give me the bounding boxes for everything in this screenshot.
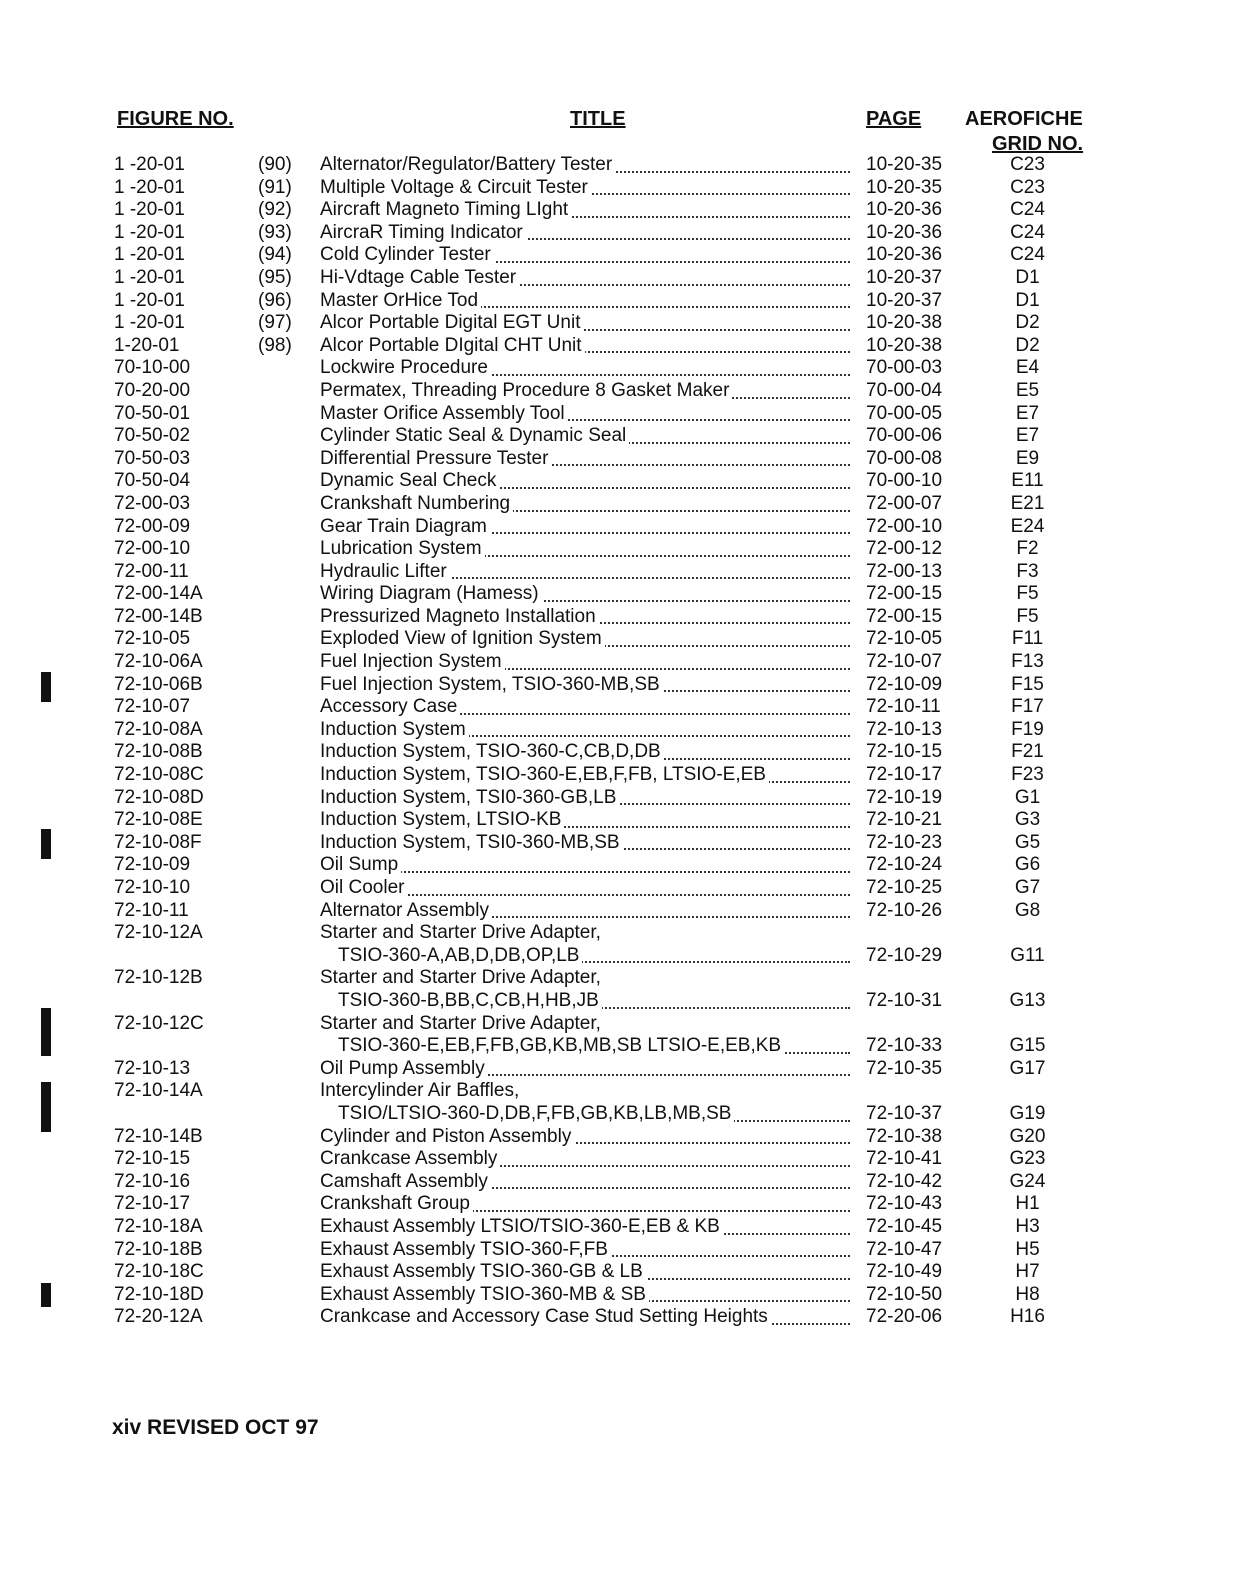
- table-row: [0, 1126, 1233, 1149]
- figure-title: Master Orifice Assembly Tool: [320, 403, 850, 426]
- page-number: 72-10-05: [866, 628, 943, 650]
- figure-title: Gear Train Diagram: [320, 516, 850, 539]
- figure-number: 72-00-14B: [114, 605, 203, 627]
- aerofiche-heading: AEROFICHE: [965, 108, 1083, 130]
- figure-number: 72-10-12C: [114, 1012, 204, 1034]
- figure-number: 72-10-08F: [114, 831, 202, 853]
- page-number: 72-10-47: [866, 1238, 943, 1260]
- figure-title: Alcor Portable Digital EGT Unit: [320, 312, 850, 335]
- page-number: 72-10-25: [866, 877, 943, 898]
- figure-number: 72-00-09: [114, 515, 191, 537]
- figure-number: 70-20-00: [114, 379, 191, 401]
- aerofiche-grid: F19: [1011, 718, 1044, 740]
- page-number: 10-20-36: [866, 199, 943, 221]
- page-number: 10-20-38: [866, 312, 943, 334]
- figure-number: 70-10-00: [114, 357, 191, 379]
- figure-title: Induction System, TSI0-360-GB,LB: [320, 787, 850, 810]
- table-row: [0, 1193, 1233, 1216]
- aerofiche-grid: F5: [1016, 605, 1039, 627]
- page-number: 72-10-41: [866, 1148, 943, 1170]
- table-row: [0, 516, 1233, 539]
- aerofiche-grid: H16: [1010, 1306, 1045, 1328]
- page-number: 10-20-36: [866, 244, 943, 266]
- table-row: [0, 651, 1233, 674]
- table-row: [0, 809, 1233, 832]
- revision-bar: [41, 1283, 51, 1307]
- figure-number: 1 -20-01: [114, 154, 185, 175]
- aerofiche-grid: E24: [1010, 515, 1045, 537]
- table-row: [0, 1080, 1233, 1125]
- table-header: [0, 108, 1233, 154]
- item-number: (96): [258, 289, 292, 311]
- page-number: 72-00-10: [866, 515, 943, 537]
- page-number: 72-00-15: [866, 605, 943, 627]
- table-row: [0, 1306, 1233, 1329]
- aerofiche-grid: H1: [1015, 1193, 1040, 1215]
- page-number: 72-10-45: [866, 1215, 943, 1237]
- figure-number: 72-10-08C: [114, 764, 204, 786]
- figure-title: Starter and Starter Drive Adapter,: [320, 922, 850, 945]
- aerofiche-grid: D2: [1015, 334, 1040, 356]
- item-number: (97): [258, 312, 292, 334]
- aerofiche-grid: G5: [1014, 831, 1041, 853]
- figure-title: Oil Pump Assembly: [320, 1058, 850, 1081]
- figure-title: Hi-Vdtage Cable Tester: [320, 267, 850, 290]
- table-row: [0, 1239, 1233, 1262]
- figure-number: 1 -20-01: [114, 221, 185, 243]
- revision-bar: [41, 672, 51, 702]
- aerofiche-grid: G7: [1014, 877, 1041, 898]
- table-row: [0, 922, 1233, 967]
- figure-number: 72-10-16: [114, 1170, 191, 1192]
- item-number: (93): [258, 221, 292, 243]
- figure-no-heading: FIGURE NO.: [117, 108, 234, 130]
- table-row: [0, 628, 1233, 651]
- table-row: [0, 1058, 1233, 1081]
- aerofiche-grid: H8: [1015, 1283, 1040, 1305]
- page-number: 10-20-36: [866, 221, 943, 243]
- item-number: (95): [258, 266, 292, 288]
- page-number: 70-00-03: [866, 357, 943, 379]
- aerofiche-grid: G15: [1009, 1035, 1046, 1057]
- table-row: [0, 1284, 1233, 1307]
- figure-title: Induction System, TSIO-360-C,CB,D,DB: [320, 741, 850, 764]
- figure-number: 72-00-14A: [114, 583, 203, 605]
- table-row: [0, 425, 1233, 448]
- aerofiche-grid: G11: [1010, 944, 1045, 966]
- table-row: [0, 583, 1233, 606]
- figure-number: 72-20-12A: [114, 1306, 203, 1328]
- title-heading: TITLE: [570, 108, 626, 130]
- table-row: [0, 312, 1233, 335]
- figure-number: 72-10-13: [114, 1057, 191, 1079]
- figure-number: 72-10-12B: [114, 967, 203, 989]
- figure-number: 72-10-08A: [114, 718, 203, 740]
- figure-number: 72-10-14B: [114, 1125, 203, 1147]
- page-number: 72-10-49: [866, 1261, 943, 1283]
- figure-number: 72-10-18B: [114, 1238, 203, 1260]
- table-row: [0, 154, 1233, 177]
- aerofiche-grid: F21: [1011, 741, 1044, 763]
- page-number: 72-10-38: [866, 1125, 943, 1147]
- page-number: 10-20-37: [866, 289, 943, 311]
- figure-title: Pressurized Magneto Installation: [320, 606, 850, 629]
- figure-number: 72-10-12A: [114, 922, 203, 944]
- figure-title: Alternator/Regulator/Battery Tester: [320, 154, 850, 177]
- figure-title: AircraR Timing Indicator: [320, 222, 850, 245]
- aerofiche-grid: E11: [1011, 470, 1044, 492]
- table-row: [0, 1216, 1233, 1239]
- aerofiche-grid: F23: [1011, 764, 1044, 786]
- figure-number: 70-50-03: [114, 447, 191, 469]
- table-row: [0, 290, 1233, 313]
- page-number: 72-20-06: [866, 1306, 943, 1328]
- table-row: [0, 787, 1233, 810]
- figure-title: Alternator Assembly: [320, 900, 850, 923]
- page-number: 72-00-07: [866, 492, 943, 514]
- table-row: [0, 244, 1233, 267]
- table-row: [0, 1148, 1233, 1171]
- page-number: 70-00-06: [866, 425, 943, 447]
- table-row: [0, 674, 1233, 697]
- figure-number: 70-50-04: [114, 470, 191, 492]
- table-row: [0, 357, 1233, 380]
- figure-number: 1 -20-01: [114, 244, 185, 266]
- figure-number: 72-10-15: [114, 1148, 191, 1170]
- aerofiche-grid: G3: [1014, 809, 1041, 831]
- page-number: 72-10-33: [866, 1035, 943, 1057]
- revision-bar: [41, 1008, 51, 1056]
- figure-title: Camshaft Assembly: [320, 1171, 850, 1194]
- figure-title: Lockwire Procedure: [320, 357, 850, 380]
- aerofiche-grid: E7: [1015, 402, 1040, 424]
- figure-title: Oil Sump: [320, 854, 850, 877]
- page-heading: PAGE: [866, 108, 922, 130]
- page-number: 10-20-35: [866, 154, 943, 175]
- table-row: [0, 561, 1233, 584]
- figure-number: 70-50-02: [114, 425, 191, 447]
- figure-title: Alcor Portable DIgital CHT Unit: [320, 335, 850, 358]
- aerofiche-grid: D2: [1015, 312, 1040, 334]
- table-row: [0, 967, 1233, 1012]
- figure-title: Oil Cooler: [320, 877, 850, 900]
- aerofiche-grid: G20: [1009, 1125, 1046, 1147]
- aerofiche-grid: G1: [1014, 786, 1041, 808]
- figure-title: Crankshaft Group: [320, 1193, 850, 1216]
- figure-title: Induction System, TSI0-360-MB,SB: [320, 832, 850, 855]
- table-row: [0, 448, 1233, 471]
- table-row: [0, 403, 1233, 426]
- figure-title: Aircraft Magneto Timing LIght: [320, 199, 850, 222]
- revision-bar: [41, 829, 51, 859]
- figure-title: Differential Pressure Tester: [320, 448, 850, 471]
- table-row: [0, 267, 1233, 290]
- aerofiche-grid: E7: [1015, 425, 1040, 447]
- figure-title: Starter and Starter Drive Adapter,: [320, 967, 850, 990]
- aerofiche-grid: H7: [1015, 1261, 1040, 1283]
- aerofiche-grid: D1: [1015, 289, 1040, 311]
- table-row: [0, 335, 1233, 358]
- figure-title-continued: TSIO-360-A,AB,D,DB,OP,LB: [338, 945, 850, 968]
- table-row: [0, 1013, 1233, 1058]
- figure-title: Lubrication System: [320, 538, 850, 561]
- table-row: [0, 696, 1233, 719]
- figure-title: Exhaust Assembly TSIO-360-GB & LB: [320, 1261, 850, 1284]
- aerofiche-grid: G17: [1009, 1057, 1046, 1079]
- figure-title: Wiring Diagram (Hamess): [320, 583, 850, 606]
- table-row: [0, 1171, 1233, 1194]
- table-row: [0, 470, 1233, 493]
- figure-title: Crankshaft Numbering: [320, 493, 850, 516]
- figure-title: Fuel Injection System: [320, 651, 850, 674]
- aerofiche-grid: C23: [1010, 154, 1045, 175]
- figure-title: Cylinder and Piston Assembly: [320, 1126, 850, 1149]
- table-row: [0, 222, 1233, 245]
- aerofiche-grid: F13: [1011, 651, 1044, 673]
- figure-number: 72-10-05: [114, 628, 191, 650]
- page-number: 72-10-17: [866, 764, 943, 786]
- figure-title-continued: TSIO-360-E,EB,F,FB,GB,KB,MB,SB LTSIO-E,EB,KB: [338, 1035, 850, 1058]
- page-number: 72-10-31: [866, 989, 943, 1011]
- page-footer: xiv REVISED OCT 97: [112, 1416, 319, 1439]
- page-number: 72-10-42: [866, 1170, 943, 1192]
- page-number: 72-10-21: [866, 809, 943, 831]
- figure-number: 70-50-01: [114, 402, 191, 424]
- figure-title: Intercylinder Air Baffles,: [320, 1080, 850, 1103]
- figure-number: 72-10-06A: [114, 651, 203, 673]
- aerofiche-grid: H3: [1015, 1215, 1040, 1237]
- table-row: [0, 877, 1233, 900]
- figure-number: 72-10-14A: [114, 1080, 203, 1102]
- aerofiche-grid: G19: [1009, 1102, 1046, 1124]
- page-number: 72-10-15: [866, 741, 943, 763]
- figure-number: 1 -20-01: [114, 199, 185, 221]
- page-number: 72-00-15: [866, 583, 943, 605]
- table-row: [0, 380, 1233, 403]
- aerofiche-grid: F5: [1016, 583, 1039, 605]
- figure-title: Accessory Case: [320, 696, 850, 719]
- figure-number: 72-10-18A: [114, 1215, 203, 1237]
- revision-bar: [41, 1082, 51, 1132]
- page-number: 72-10-35: [866, 1057, 943, 1079]
- grid-no-heading: GRID NO.: [992, 133, 1084, 155]
- figure-number: 1-20-01: [114, 334, 180, 356]
- aerofiche-grid: F17: [1011, 696, 1044, 718]
- page-number: 72-10-11: [866, 696, 941, 718]
- figure-title: Induction System, LTSIO-KB: [320, 809, 850, 832]
- page-number: 72-10-13: [866, 718, 943, 740]
- page-number: 72-10-43: [866, 1193, 943, 1215]
- table-row: [0, 832, 1233, 855]
- aerofiche-grid: G6: [1014, 854, 1041, 876]
- figure-title: Exploded View of Ignition System: [320, 628, 850, 651]
- figure-number: 72-10-17: [114, 1193, 191, 1215]
- aerofiche-grid: C24: [1010, 199, 1045, 221]
- table-row: [0, 538, 1233, 561]
- page-number: 70-00-10: [866, 470, 943, 492]
- item-number: (94): [258, 244, 292, 266]
- table-row: [0, 199, 1233, 222]
- figure-title: Permatex, Threading Procedure 8 Gasket Maker: [320, 380, 850, 403]
- figure-number: 72-10-08D: [114, 786, 204, 808]
- table-row: [0, 493, 1233, 516]
- item-number: (92): [258, 199, 292, 221]
- page-number: 70-00-08: [866, 447, 943, 469]
- figure-number: 72-10-11: [114, 899, 189, 921]
- figure-number: 1 -20-01: [114, 266, 185, 288]
- figure-number: 72-10-09: [114, 854, 191, 876]
- aerofiche-grid: F11: [1011, 628, 1044, 650]
- page-number: 72-00-12: [866, 538, 943, 560]
- aerofiche-grid: F15: [1011, 673, 1044, 695]
- figure-title-continued: TSIO/LTSIO-360-D,DB,F,FB,GB,KB,LB,MB,SB: [338, 1103, 850, 1126]
- table-row: [0, 606, 1233, 629]
- figure-title: Exhaust Assembly LTSIO/TSIO-360-E,EB & KB: [320, 1216, 850, 1239]
- figure-title: Cold Cylinder Tester: [320, 244, 850, 267]
- figure-number: 72-10-08E: [114, 809, 203, 831]
- aerofiche-grid: C24: [1010, 244, 1045, 266]
- aerofiche-grid: H5: [1015, 1238, 1040, 1260]
- aerofiche-grid: E4: [1015, 357, 1040, 379]
- aerofiche-grid: G23: [1009, 1148, 1046, 1170]
- aerofiche-grid: G8: [1014, 899, 1041, 921]
- table-row: [0, 177, 1233, 200]
- item-number: (98): [258, 334, 292, 356]
- aerofiche-grid: E5: [1015, 379, 1040, 401]
- figure-list: [0, 154, 1233, 1329]
- figure-number: 1 -20-01: [114, 289, 185, 311]
- aerofiche-grid: C24: [1010, 221, 1045, 243]
- page-number: 72-10-24: [866, 854, 943, 876]
- table-row: [0, 900, 1233, 923]
- figure-title: Dynamic Seal Check: [320, 470, 850, 493]
- aerofiche-grid: G13: [1009, 989, 1046, 1011]
- aerofiche-grid: F2: [1016, 538, 1039, 560]
- figure-title: Induction System, TSIO-360-E,EB,F,FB, LTSIO-E,EB: [320, 764, 850, 787]
- page-number: 72-10-37: [866, 1102, 943, 1124]
- figure-number: 72-10-18C: [114, 1261, 204, 1283]
- aerofiche-grid: G24: [1009, 1170, 1046, 1192]
- figure-title: Multiple Voltage & Circuit Tester: [320, 177, 850, 200]
- figure-title: Crankcase Assembly: [320, 1148, 850, 1171]
- figure-number: 72-10-18D: [114, 1283, 204, 1305]
- figure-number: 72-00-10: [114, 538, 191, 560]
- page-number: 72-10-50: [866, 1283, 943, 1305]
- item-number: (91): [258, 176, 292, 198]
- page-number: 70-00-05: [866, 402, 943, 424]
- page-number: 72-00-13: [866, 560, 943, 582]
- figure-title: Exhaust Assembly TSIO-360-F,FB: [320, 1239, 850, 1262]
- page-number: 72-10-26: [866, 899, 943, 921]
- figure-number: 72-10-07: [114, 696, 191, 718]
- figure-number: 72-10-06B: [114, 673, 203, 695]
- page-number: 72-10-29: [866, 944, 943, 966]
- figure-title: Master OrHice Tod: [320, 290, 850, 313]
- figure-title: Cylinder Static Seal & Dynamic Seal: [320, 425, 850, 448]
- figure-title: Starter and Starter Drive Adapter,: [320, 1013, 850, 1036]
- figure-title: Crankcase and Accessory Case Stud Setting Heights: [320, 1306, 850, 1329]
- table-row: [0, 764, 1233, 787]
- figure-title: Fuel Injection System, TSIO-360-MB,SB: [320, 674, 850, 697]
- page-number: 72-10-23: [866, 831, 943, 853]
- page-number: 10-20-37: [866, 266, 943, 288]
- aerofiche-grid: C23: [1010, 176, 1045, 198]
- table-row: [0, 741, 1233, 764]
- page-number: 72-10-09: [866, 673, 943, 695]
- table-row: [0, 1261, 1233, 1284]
- page-number: 72-10-19: [866, 786, 943, 808]
- page-number: 10-20-35: [866, 176, 943, 198]
- figure-title: Exhaust Assembly TSIO-360-MB & SB: [320, 1284, 850, 1307]
- figure-number: 72-00-11: [114, 560, 189, 582]
- aerofiche-grid: E21: [1010, 492, 1045, 514]
- figure-number: 1 -20-01: [114, 312, 185, 334]
- figure-number: 72-00-03: [114, 492, 191, 514]
- aerofiche-grid: D1: [1015, 266, 1040, 288]
- page-number: 72-10-07: [866, 651, 943, 673]
- figure-number: 1 -20-01: [114, 176, 185, 198]
- item-number: (90): [258, 154, 292, 175]
- table-row: [0, 719, 1233, 742]
- figure-title: Induction System: [320, 719, 850, 742]
- aerofiche-grid: F3: [1016, 560, 1039, 582]
- figure-title-continued: TSIO-360-B,BB,C,CB,H,HB,JB: [338, 990, 850, 1013]
- figure-number: 72-10-10: [114, 877, 191, 898]
- page-number: 70-00-04: [866, 379, 943, 401]
- aerofiche-grid: E9: [1015, 447, 1040, 469]
- figure-title: Hydraulic Lifter: [320, 561, 850, 584]
- page-number: 10-20-38: [866, 334, 943, 356]
- figure-number: 72-10-08B: [114, 741, 203, 763]
- table-row: [0, 854, 1233, 877]
